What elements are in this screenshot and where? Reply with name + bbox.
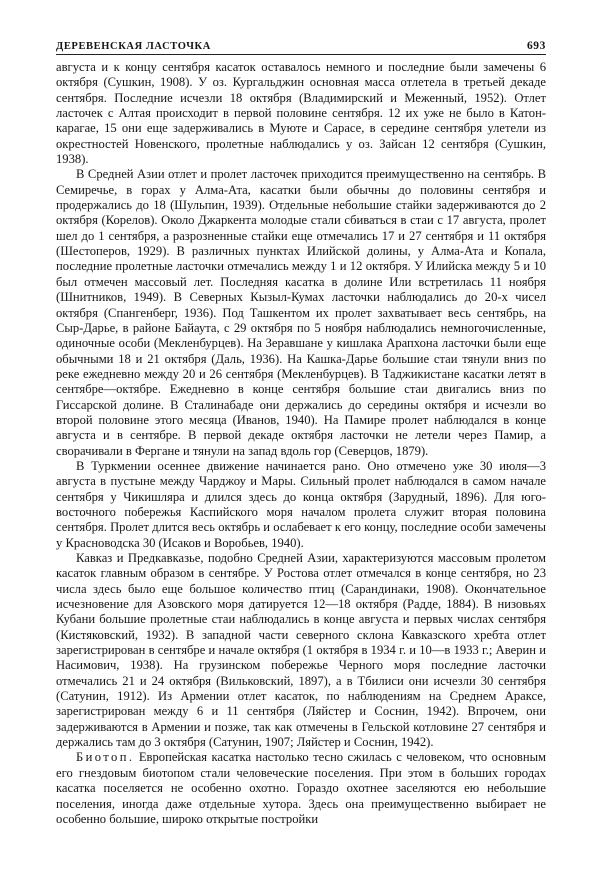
paragraph-biotope — [56, 750, 546, 827]
body-text — [56, 60, 546, 827]
header-rule — [56, 54, 546, 55]
biotope-text: Европейская касатка настолько тесно сжилась с человеком, что основным его гнездовым биотопом стали человеческие поселения. При этом в больших городах касатка поселяется не особенно охотно. Гораздо охотнее заселяются ею небольшие поселения, иногда даже отдельные хутора. Здесь она преимущественно выбирает не особенно большие, широко открытые постройки — [56, 750, 546, 826]
page-number: 693 — [526, 40, 546, 52]
running-header — [56, 40, 546, 52]
running-title: ДЕРЕВЕНСКАЯ ЛАСТОЧКА — [56, 41, 211, 52]
paragraph-central-asia: В Средней Азии отлет и пролет ласточек приходится преимущественно на сентябрь. В Семиречье, в горах у Алма-Ата, касатки были обычны до половины сентября и продержались до 18 (Шульпин, 1939). Отдельные небольшие стайки задерживаются до 2 октября (Корелов). Около Джаркента молодые стали сбиваться в стаи с 17 августа, пролет шел до 1 сентября, а разрозненные стайки еще отмечались 17 и 27 сентября и 11 октября (Шестоперов, 1929). В различных пунктах Илийской долины, у Алма-Ата и Копала, последние пролетные ласточки отмечались между 1 и 12 октября. У Илийска между 5 и 10 был отмечен массовый лет. Последняя касатка в долине Или встретилась 11 ноября (Шнитников, 1949). В Северных Кызыл-Кумах ласточки наблюдались до 20-х чисел октября (Спангенберг, 1936). Под Ташкентом их пролет захватывает весь сентябрь, на Сыр-Дарье, в районе Байаута, с 29 октября по 5 ноября наблюдались немногочисленные, одиночные особи (Мекленбурцев). На Зеравшане у кишлака Арапхона ласточки были еще обычными 18 и 21 октября (Даль, 1936). На Кашка-Дарье большие стаи тянули вниз по реке ежедневно между 20 и 26 сентября (Мекленбурцев). В Таджикистане касатки летят в сентябре—октябре. Ежедневно в конце сентября большие стаи двигались вниз по Гиссарской долине. В Сталинабаде они держались до середины октября и исчезли во второй половине этого месяца (Иванов, 1940). На Памире пролет наблюдался в конце августа и в сентябре. В первой декаде октября ласточки не летели через Памир, а сворачивали в Фергане и тянули на запад вдоль гор (Северцов, 1879). — [56, 167, 546, 458]
paragraph-turkmenia: В Туркмении осеннее движение начинается рано. Оно отмечено уже 30 июля—3 августа в пустыне между Чарджоу и Мары. Сильный пролет наблюдался в самом начале сентября у Чикишляра и длился здесь до конца октября (Зарудный, 1896). Для юго-восточного побережья Каспийского моря началом пролета служит вторая половина сентября. Пролет длится весь октябрь и ослабевает к его концу, последние особи замечены у Красноводска 30 (Исаков и Воробьев, 1940). — [56, 458, 546, 550]
biotope-term: Биотоп. — [76, 750, 135, 765]
paragraph-continuation: августа и к концу сентября касаток оставалось немного и последние были замечены 6 октября (Сушкин, 1908). У оз. Кургальджин основная масса отлетела в третьей декаде сентября. Последние исчезли 18 октября (Владимирский и Меженный, 1952). Отлет ласточек с Алтая происходит в первой половине сентября. 12 их уже не было в Катон-карагае, 15 они еще задерживались в Муюте и Сарасе, в середине сентября улетели из окрестностей Новенского, пролетные наблюдались у оз. Зайсан 12 сентября (Сушкин, 1938). — [56, 60, 546, 167]
paragraph-caucasus: Кавказ и Предкавказье, подобно Средней Азии, характеризуются массовым пролетом касаток главным образом в сентябре. У Ростова отлет отмечался в конце сентября, но 23 числа здесь было еще большое количество птиц (Сарандинаки, 1908). Окончательное исчезновение для Азовского моря датируется 12—18 октября (Радде, 1884). В низовьях Кубани большие пролетные стаи наблюдались в конце августа и первых числах сентября (Кистяковский, 1932). В западной части северного склона Кавказского хребта отлет зарегистрирован в сентябре и начале октября (1 октября в 1934 г. и 10—в 1933 г.; Аверин и Насимович, 1938). На грузинском побережье Черного моря последние ласточки отмечались 21 и 24 октября (Вильковский, 1897), а в Тбилиси они исчезли 30 сентября (Сатунин, 1912). Из Армении отлет касаток, по наблюдениям на Среднем Араксе, зарегистрирован между 6 и 11 сентября (Ляйстер и Соснин, 1942). Впрочем, они задерживаются в Армении и позже, так как отмечены в Гельской котловине 27 сентября и держались там до 3 октября (Сатунин, 1907; Ляйстер и Соснин, 1942). — [56, 551, 546, 750]
